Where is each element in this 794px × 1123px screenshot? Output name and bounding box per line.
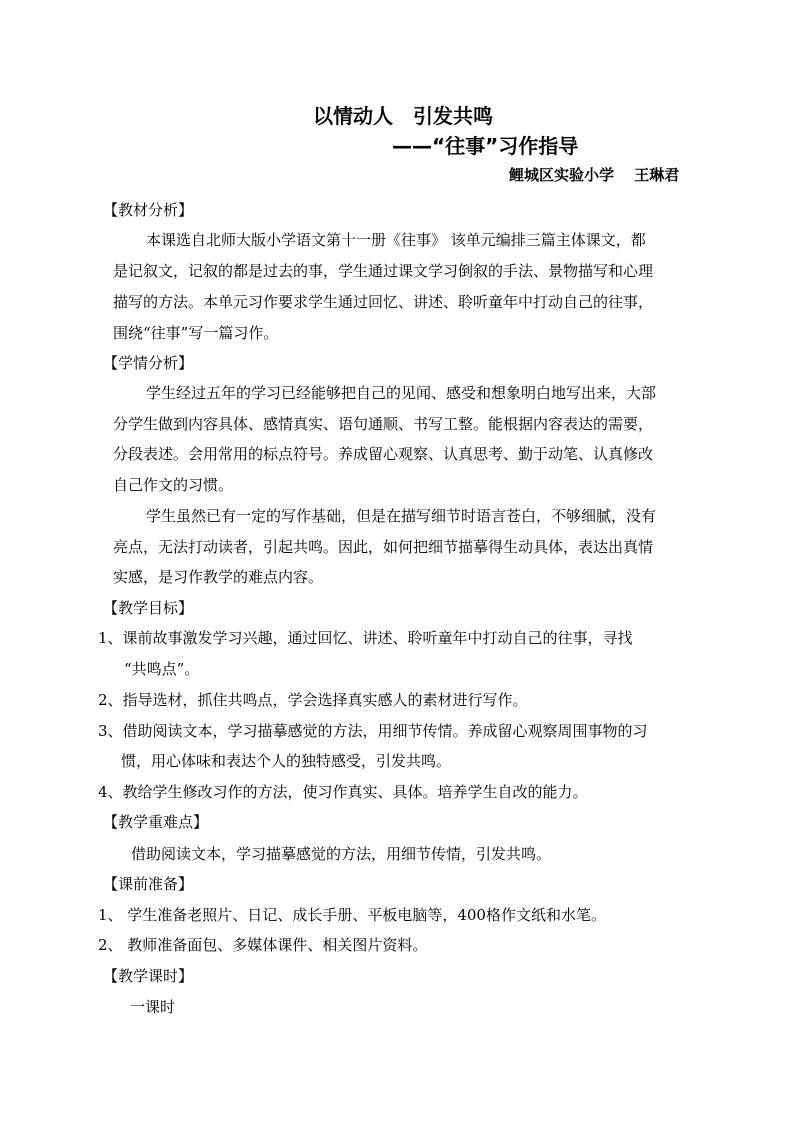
- paragraph-line: 本课选自北师大版小学语文第十一册《往事》 该单元编排三篇主体课文，都: [146, 231, 646, 249]
- paragraph-line: 分学生做到内容具体、感情真实、语句通顺、书写工整。能根据内容表达的需要，: [113, 415, 654, 433]
- section-heading: 【教学目标】: [103, 599, 194, 617]
- list-item: 2、指导选材，抓住共鸣点，学会选择真实感人的素材进行写作。: [98, 691, 528, 709]
- document-title: 以情动人 引发共鸣: [313, 104, 493, 128]
- paragraph-line: 一课时: [130, 998, 176, 1016]
- paragraph-line: 分段表述。会用常用的标点符号。养成留心观察、认真思考、勤于动笔、认真修改: [113, 445, 654, 463]
- paragraph-line: 是记叙文，记叙的都是过去的事，学生通过课文学习倒叙的手法、景物描写和心理: [113, 262, 654, 280]
- document-subtitle: ——“往事”习作指导: [392, 134, 579, 158]
- section-heading: 【学情分析】: [103, 354, 194, 372]
- paragraph-line: 亮点，无法打动读者，引起共鸣。因此，如何把细节描摹得生动具体，表达出真情: [113, 538, 654, 556]
- list-item: 1、 学生准备老照片、日记、成长手册、平板电脑等，400格作文纸和水笔。: [98, 906, 606, 924]
- paragraph-line: 描写的方法。本单元习作要求学生通过回忆、讲述、聆听童年中打动自己的往事，: [113, 293, 654, 311]
- document-author: 鲤城区实验小学 王琳君: [509, 166, 680, 184]
- section-heading: 【教材分析】: [103, 201, 194, 219]
- list-item-continuation: “共鸣点”。: [124, 660, 200, 678]
- paragraph-line: 围绕“往事”写一篇习作。: [113, 324, 279, 342]
- section-heading: 【教学重难点】: [103, 813, 209, 831]
- list-item-continuation: 惯，用心体味和表达个人的独特感受，引发共鸣。: [121, 752, 452, 770]
- list-item: 1、课前故事激发学习兴趣，通过回忆、讲述、聆听童年中打动自己的往事，寻找: [98, 629, 633, 647]
- list-item: 2、 教师准备面包、多媒体课件、相关图片资料。: [98, 936, 428, 954]
- paragraph-line: 学生经过五年的学习已经能够把自己的见闻、感受和想象明白地写出来，大部: [146, 384, 657, 402]
- paragraph-line: 学生虽然已有一定的写作基础，但是在描写细节时语言苍白，不够细腻，没有: [146, 507, 657, 525]
- list-item: 4、教给学生修改习作的方法，使习作真实、具体。培养学生自改的能力。: [98, 783, 588, 801]
- paragraph-line: 自己作文的习惯。: [113, 476, 234, 494]
- paragraph-line: 实感，是习作教学的难点内容。: [113, 568, 324, 586]
- paragraph-line: 借助阅读文本，学习描摹感觉的方法，用细节传情，引发共鸣。: [131, 845, 552, 863]
- list-item: 3、借助阅读文本，学习描摹感觉的方法，用细节传情。养成留心观察周围事物的习: [98, 722, 648, 740]
- section-heading: 【教学课时】: [103, 967, 194, 985]
- section-heading: 【课前准备】: [103, 875, 194, 893]
